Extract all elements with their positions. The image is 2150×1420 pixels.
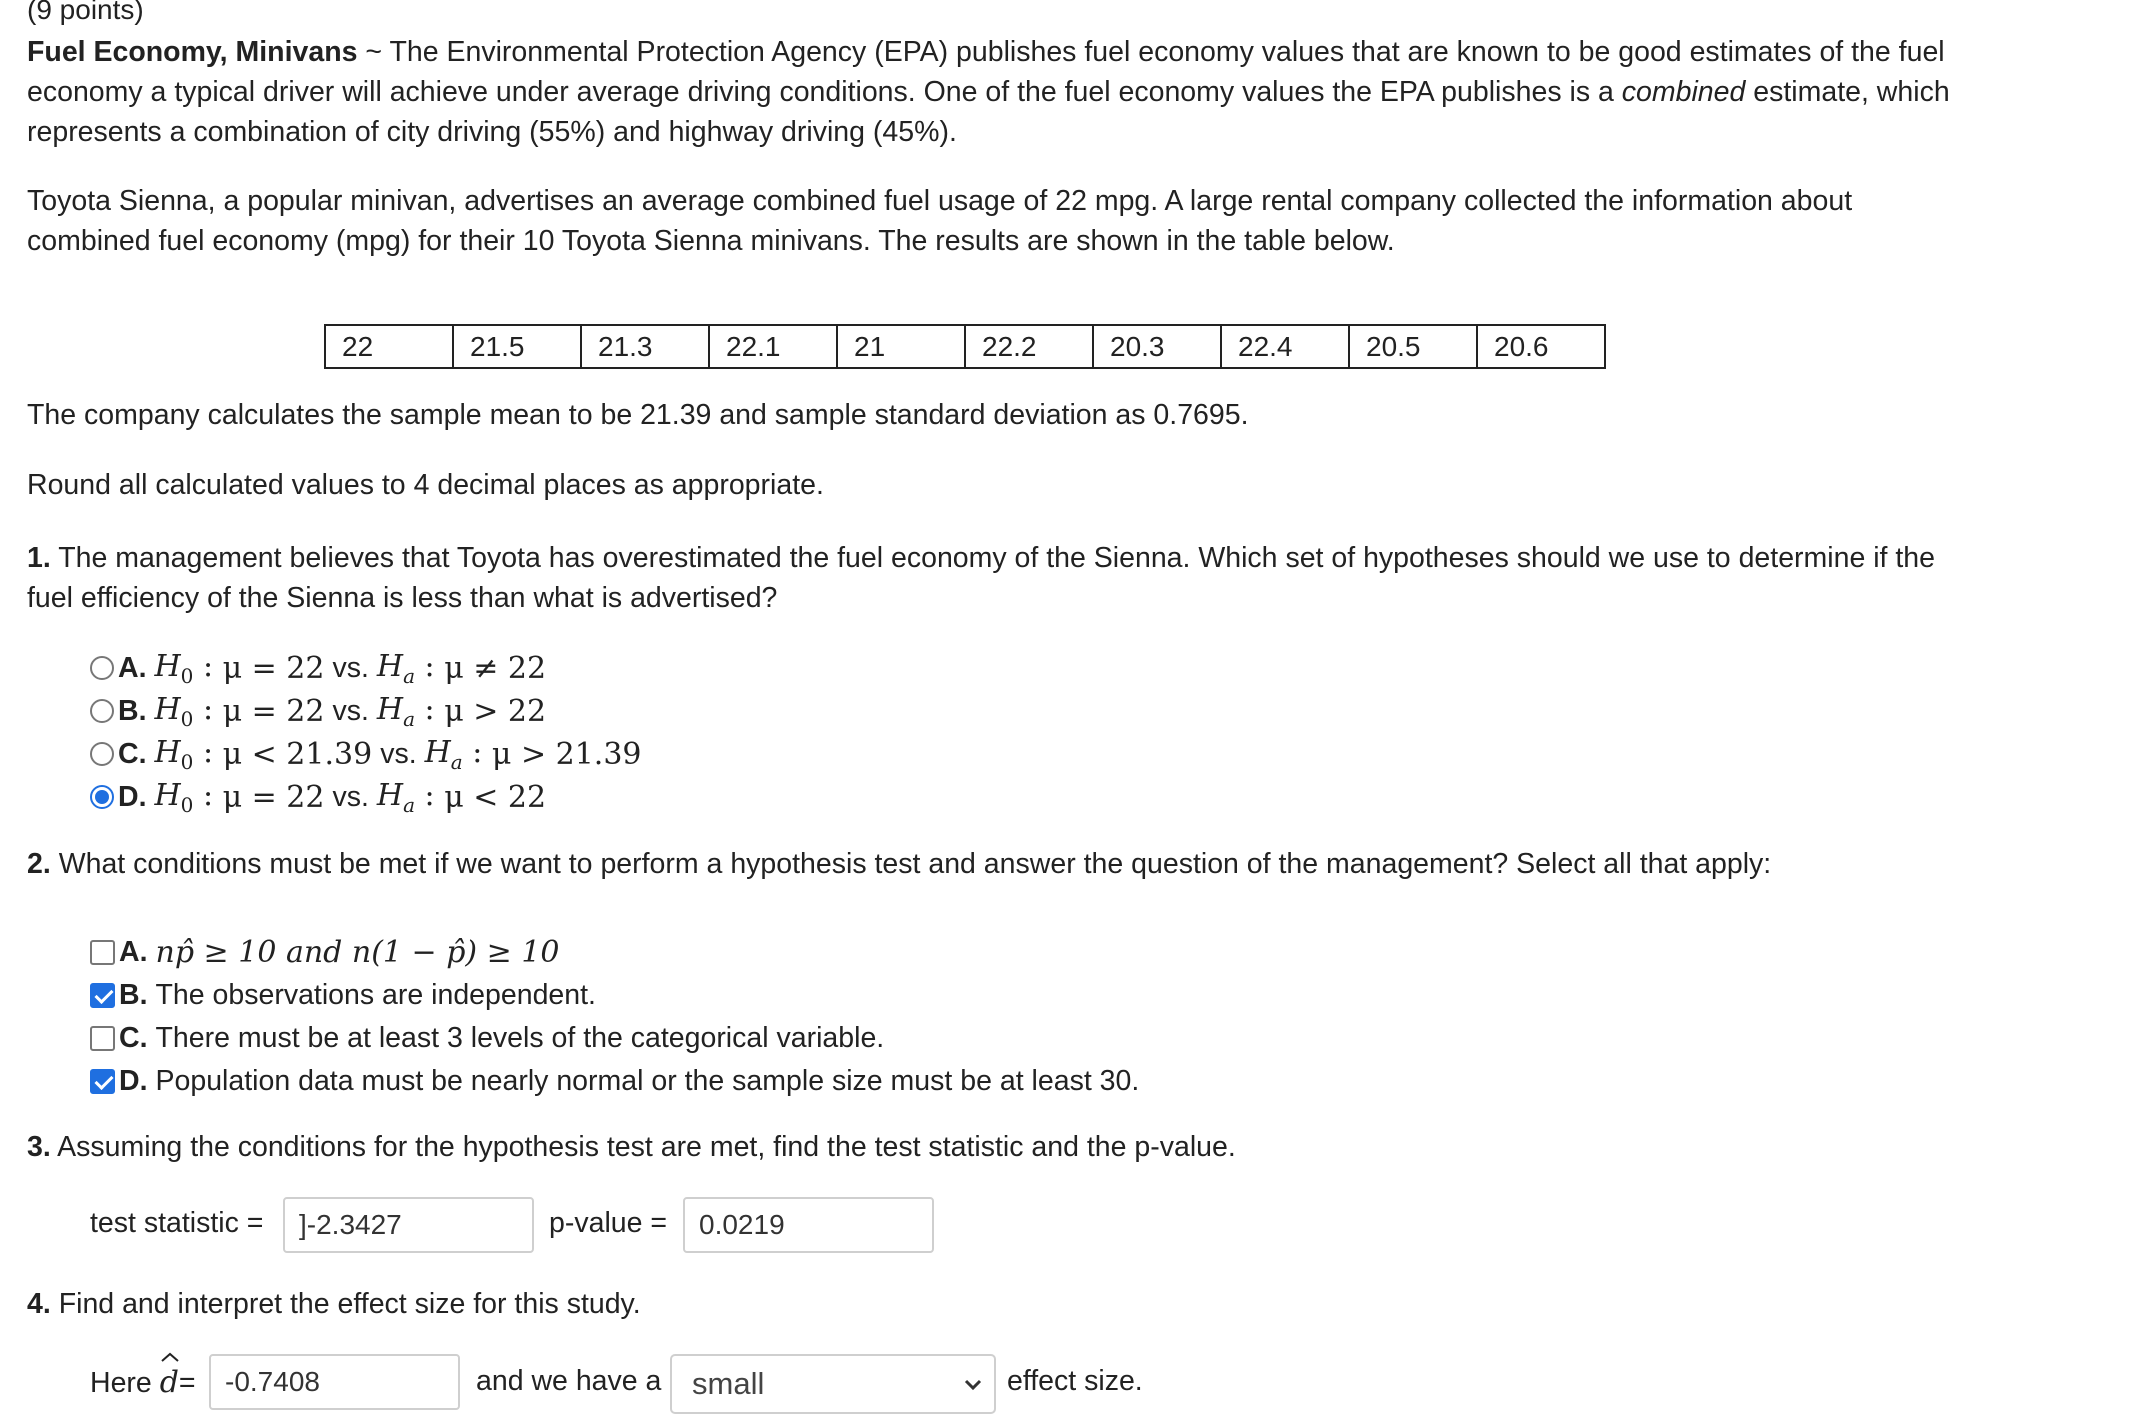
h0-expression: μ = 22: [222, 650, 325, 686]
option-text: There must be at least 3 levels of the categorical variable.: [155, 1021, 885, 1054]
intro-paragraph-2: Toyota Sienna, a popular minivan, advertises an average combined fuel usage of 22 mpg. A large rental company collected the information about combined fuel economy (mpg) for their 10 Toyota Sienna minivans. The results are shown in the table below.: [27, 185, 1853, 257]
vs-text: vs.: [332, 694, 369, 727]
radio-button[interactable]: [90, 699, 114, 723]
checkbox[interactable]: [90, 940, 115, 965]
h0-expression: μ < 21.39: [222, 736, 373, 772]
option-text: The observations are independent.: [155, 978, 596, 1011]
q2-option-d[interactable]: [90, 1061, 1139, 1101]
option-letter: B.: [119, 978, 148, 1011]
option-letter: A.: [119, 935, 148, 968]
ha-symbol: $H_a$ :: [376, 648, 445, 688]
problem-title: Fuel Economy, Minivans: [27, 36, 358, 68]
option-text: np̂ ≥ 10 and n(1 − p̂) ≥ 10: [155, 934, 560, 970]
d-hat-symbol: [160, 1365, 179, 1400]
question-1: [27, 538, 1977, 618]
end-text: effect size.: [1007, 1365, 1143, 1397]
h0-symbol: $H_0$ :: [154, 777, 223, 817]
round-text: Round all calculated values to 4 decimal places as appropriate.: [27, 469, 824, 501]
option-letter: B.: [118, 694, 147, 727]
here-text: Here: [90, 1367, 152, 1399]
h0-expression: μ = 22: [222, 693, 325, 729]
question-3: [27, 1131, 1236, 1164]
option-letter: C.: [119, 1021, 148, 1054]
table-cell: 22.4: [1221, 325, 1349, 368]
option-letter: D.: [119, 1064, 148, 1097]
table-cell: 22.1: [709, 325, 837, 368]
question-number: 4.: [27, 1288, 51, 1320]
question-text: Find and interpret the effect size for this study.: [58, 1288, 641, 1320]
option-text: Population data must be nearly normal or the sample size must be at least 30.: [155, 1064, 1140, 1097]
table-cell: 21: [837, 325, 965, 368]
question-number: 2.: [27, 848, 51, 880]
table-cell: 21.5: [453, 325, 581, 368]
intro-paragraph: [27, 32, 1987, 152]
title-separator: ~: [365, 36, 383, 68]
intro-emphasis: combined: [1621, 76, 1746, 108]
effect-size-input[interactable]: -0.7408: [209, 1354, 460, 1410]
table-cell: 20.5: [1349, 325, 1477, 368]
ha-expression: μ < 22: [444, 779, 547, 815]
h0-symbol: $H_0$ :: [154, 648, 223, 688]
chevron-down-icon: [962, 1374, 984, 1396]
q1-option-b[interactable]: [90, 691, 546, 731]
q2-option-a[interactable]: [90, 932, 560, 972]
radio-button[interactable]: [90, 656, 114, 680]
question-number: 3.: [27, 1131, 51, 1163]
q2-option-c[interactable]: [90, 1018, 884, 1058]
table-cell: 20.6: [1477, 325, 1605, 368]
q1-option-d[interactable]: [90, 777, 546, 817]
data-table: [324, 324, 1606, 369]
option-letter: A.: [118, 651, 147, 684]
vs-text: vs.: [332, 780, 369, 813]
points-label: (9 points): [27, 0, 144, 25]
ha-expression: μ ≠ 22: [444, 650, 547, 686]
checkbox[interactable]: [90, 983, 115, 1008]
question-2: [27, 848, 1771, 881]
q1-option-c[interactable]: [90, 734, 642, 774]
question-text: Assuming the conditions for the hypothesis test are met, find the test statistic and the p-value.: [57, 1131, 1236, 1163]
d-symbol: d: [159, 1365, 179, 1400]
radio-button[interactable]: [90, 742, 114, 766]
option-letter: D.: [118, 780, 147, 813]
ha-symbol: $H_a$ :: [424, 734, 492, 774]
h0-symbol: $H_0$ :: [154, 734, 223, 774]
table-cell: 20.3: [1093, 325, 1221, 368]
effect-size-label: Here d =: [90, 1365, 196, 1400]
h0-symbol: $H_0$ :: [154, 691, 223, 731]
hat-icon: [160, 1351, 180, 1363]
intro-text-a: The Environmental Protection Agency (EPA) publishes fuel economy values that are known to be good estimates of the fuel economy a typical driver will achieve under average driving conditions. One of the fuel economy values the EPA publishes is a: [27, 36, 1945, 108]
q1-option-a[interactable]: [90, 648, 546, 688]
table-cell: 21.3: [581, 325, 709, 368]
test-statistic-input[interactable]: ]-2.3427: [283, 1197, 534, 1253]
ha-expression: μ > 22: [444, 693, 547, 729]
ha-symbol: $H_a$ :: [376, 691, 445, 731]
question-text: What conditions must be met if we want to perform a hypothesis test and answer the question of the management? Select all that apply:: [58, 848, 1772, 880]
intro-text-b: estimate, which represents a combination of city driving (55%) and highway driving (45%).: [27, 76, 1950, 148]
p-value-input[interactable]: 0.0219: [683, 1197, 934, 1253]
effect-size-select[interactable]: [670, 1354, 996, 1414]
select-value: small: [692, 1366, 765, 1401]
vs-text: vs.: [332, 651, 369, 684]
question-number: 1.: [27, 542, 51, 574]
test-statistic-label: test statistic =: [90, 1207, 264, 1239]
stats-text: The company calculates the sample mean to be 21.39 and sample standard deviation as 0.7695.: [27, 399, 1249, 431]
table-row: [325, 325, 1605, 368]
q2-option-b[interactable]: [90, 975, 596, 1015]
checkbox[interactable]: [90, 1069, 115, 1094]
question-text: The management believes that Toyota has overestimated the fuel economy of the Sienna. Which set of hypotheses should we use to determine if the fuel efficiency of the Sienna is less than what is advertised?: [27, 542, 1936, 614]
question-4: [27, 1288, 641, 1321]
p-value-label: p-value =: [549, 1207, 668, 1239]
checkbox[interactable]: [90, 1026, 115, 1051]
mid-text: and we have a: [476, 1365, 662, 1397]
ha-symbol: $H_a$ :: [376, 777, 445, 817]
h0-expression: μ = 22: [222, 779, 325, 815]
vs-text: vs.: [380, 737, 417, 770]
radio-button[interactable]: [90, 785, 114, 809]
ha-expression: μ > 21.39: [491, 736, 642, 772]
table-cell: 22.2: [965, 325, 1093, 368]
table-cell: 22: [325, 325, 453, 368]
option-letter: C.: [118, 737, 147, 770]
